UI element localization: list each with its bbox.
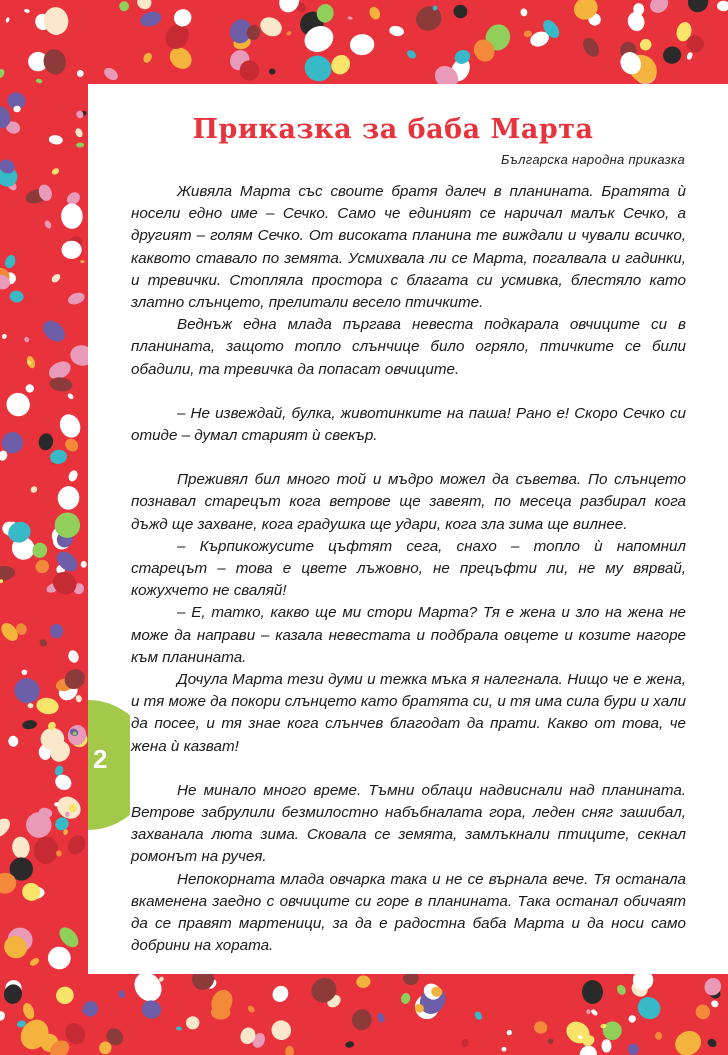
confetti-dot <box>615 983 627 996</box>
confetti-dot <box>269 69 276 75</box>
confetti-dot <box>50 272 62 284</box>
story-paragraph: Веднъж една млада пъргава невеста подкарала овчиците си в планината, защото топло слънчице било огряло, птичките се били обадили, та тревичка да попасат овчиците. <box>131 316 686 378</box>
confetti-dot <box>356 975 371 989</box>
confetti-dot <box>655 1031 663 1040</box>
confetti-dot <box>582 980 603 1004</box>
confetti-dot <box>75 109 85 119</box>
confetti-dot <box>547 1037 555 1045</box>
page-tab <box>0 700 130 830</box>
confetti-dot <box>117 989 126 999</box>
confetti-dot <box>349 33 375 56</box>
confetti-dot <box>580 35 602 60</box>
confetti-dot <box>400 992 411 1005</box>
confetti-dot <box>300 51 336 86</box>
story-paragraph: – Е, татко, какво ще ми стори Марта? Тя е жена и зло на жена не може да направи – казала невестата и подбрала овцете и козите нагоре към планината. <box>131 604 686 666</box>
confetti-dot <box>684 0 713 16</box>
confetti-dot <box>39 317 69 346</box>
confetti-dot <box>140 998 163 1020</box>
confetti-dot <box>43 219 52 229</box>
confetti-dot <box>693 1002 713 1022</box>
confetti-dot <box>257 14 285 40</box>
confetti-dot <box>29 485 38 494</box>
confetti-dot <box>710 999 720 1008</box>
story-paragraph: Преживял бил много той и мъдро можел да съветва. По слънцето познавал старецът кога ветрове ще завеят, по месеца разбирал кога дъжд ще захване, кога градушка ще удари, кога зла зима ще вилнее. <box>131 471 686 533</box>
confetti-dot <box>350 1008 373 1032</box>
confetti-dot <box>48 134 63 145</box>
confetti-dot <box>633 3 644 15</box>
confetti-dot <box>686 51 694 60</box>
confetti-dot <box>64 832 88 858</box>
story-paragraph: Не минало много време. Тъмни облаци надвиснали над планината. Ветрове забрулили безмилостно набъбналата гора, леден сняг зашибал, захванала люта зима. Сковала се земята, замлъкнали птиците, секнал ромонът на ручея. <box>131 781 686 866</box>
confetti-dot <box>42 6 70 37</box>
confetti-dot <box>61 203 83 229</box>
confetti-dot <box>35 78 42 83</box>
confetti-dot <box>627 1014 637 1024</box>
confetti-dot <box>142 51 154 64</box>
confetti-dot <box>81 999 100 1019</box>
confetti-dot <box>638 37 654 53</box>
confetti-dot <box>327 51 353 78</box>
confetti-dot <box>24 8 31 13</box>
confetti-dot <box>388 25 404 38</box>
confetti-dot <box>706 1037 718 1049</box>
confetti-dot <box>661 44 683 66</box>
confetti-dot <box>599 1018 625 1044</box>
confetti-dot <box>102 65 120 82</box>
confetti-dot <box>53 983 78 1008</box>
confetti-dot <box>40 46 69 77</box>
confetti-dot <box>138 9 163 29</box>
page-number: 2 <box>93 744 108 774</box>
confetti-dot <box>345 1041 355 1049</box>
confetti-dot <box>533 1020 549 1035</box>
story-subtitle: Българска народна приказка <box>500 152 685 167</box>
confetti-dot <box>286 30 293 36</box>
confetti-dot <box>67 392 75 400</box>
confetti-dot <box>0 67 6 80</box>
story-paragraph: Непокорната млада овчарка така и не се върнала вече. Тя останала вкаменена заедно с овчиците си горе в планината. Така останал обичаят да се правят мартеници, за да е радостна баба Марта и да носи само добрини на хората. <box>131 870 686 955</box>
confetti-dot <box>376 1012 385 1024</box>
confetti-dot <box>3 254 17 270</box>
confetti-dot <box>586 1009 591 1014</box>
confetti-dot <box>21 669 28 676</box>
confetti-dot <box>347 16 353 21</box>
story-title: Приказка за баба Марта <box>192 114 594 145</box>
confetti-dot <box>49 448 68 465</box>
confetti-dot <box>451 3 469 21</box>
story-paragraph: – Кърпикожусите цъфтят сега, снахо – топло ѝ напомнил старецът – това е цвете лъжовно, не прецъфти ли, не му вярвай, кожухчето не сваляй! <box>131 537 686 600</box>
confetti-dot <box>601 1039 611 1052</box>
confetti-dot <box>29 957 41 968</box>
confetti-dot <box>520 8 528 17</box>
confetti-dot <box>368 5 383 21</box>
confetti-dot <box>98 1041 112 1055</box>
confetti-dot <box>0 1009 7 1023</box>
confetti-dot <box>5 17 10 23</box>
confetti-dot <box>633 993 664 1024</box>
confetti-dot <box>702 975 724 998</box>
confetti-dot <box>76 69 85 78</box>
confetti-dot <box>51 167 61 176</box>
confetti-dot <box>267 1016 295 1044</box>
confetti-dot <box>473 1010 483 1021</box>
confetti-dot <box>21 1002 36 1021</box>
confetti-dot <box>32 835 60 866</box>
confetti-dot <box>2 388 35 421</box>
confetti-dot <box>67 469 79 483</box>
confetti-dot <box>670 1026 705 1055</box>
confetti-dot <box>501 1047 506 1052</box>
story-paragraph: – Не извеждай, булка, животинките на паша! Рано е! Скоро Сечко си отиде – думал старият ѝ свекър. <box>131 404 686 445</box>
confetti-dot <box>1 333 7 339</box>
confetti-dot <box>38 638 48 648</box>
confetti-dot <box>37 432 54 451</box>
story-paragraph: Дочула Марта тези думи и тежка мъка я налегнала. Нищо че е жена, и тя може да покори слънцето като братята си, и тя има сила бури и хали да посее, и тя знае кога слънчев благодат да прати. Какво от това, че жена ѝ казват! <box>131 671 686 755</box>
confetti-dot <box>412 2 446 36</box>
confetti-dot <box>67 649 81 664</box>
confetti-dot <box>285 1046 294 1055</box>
confetti-dot <box>717 1 728 11</box>
story-paragraph: Живяла Марта със своите братя далеч в планината. Братята ѝ носели едно име – Сечко. Само че единият се наричал малък Сечко, а другият – голям Сечко. От високата планина те виждали и чували всичко, каквото ставало по земята. Усмихвала ли се Марта, погалвала и гадинки, и тревички. Стопляла простора с благата си усмивка, блестяло като златно слънцето, прелитали весело птичките. <box>131 183 686 312</box>
confetti-dot <box>24 383 35 394</box>
confetti-dot <box>524 30 533 37</box>
confetti-dot <box>161 20 193 53</box>
confetti-dot <box>11 835 31 859</box>
confetti-dot <box>49 568 81 599</box>
confetti-dot <box>74 127 84 138</box>
story-body <box>131 181 686 958</box>
confetti-dot <box>49 623 63 639</box>
confetti-dot <box>19 880 44 905</box>
confetti-dot <box>506 1029 513 1036</box>
confetti-dot <box>9 290 24 304</box>
confetti-dot <box>34 558 51 575</box>
confetti-dot <box>405 49 417 61</box>
confetti-dot <box>56 485 80 511</box>
confetti-dot <box>24 336 30 342</box>
confetti-dot <box>247 1004 256 1014</box>
confetti-dot <box>81 561 87 568</box>
confetti-dot <box>590 1008 599 1017</box>
confetti-dot <box>56 411 84 441</box>
confetti-dot <box>186 1016 199 1029</box>
confetti-dot <box>62 436 80 454</box>
confetti-dot <box>460 1038 469 1048</box>
confetti-dot <box>46 945 73 972</box>
confetti-dot <box>49 376 73 392</box>
confetti-dot <box>76 142 84 148</box>
confetti-dot <box>118 0 129 12</box>
confetti-dot <box>176 1026 182 1031</box>
confetti-dot <box>269 983 291 1005</box>
confetti-dot <box>80 260 85 263</box>
confetti-dot <box>647 0 672 16</box>
confetti-dot <box>135 0 154 12</box>
confetti-dot <box>66 291 86 307</box>
confetti-dot <box>626 1042 640 1055</box>
